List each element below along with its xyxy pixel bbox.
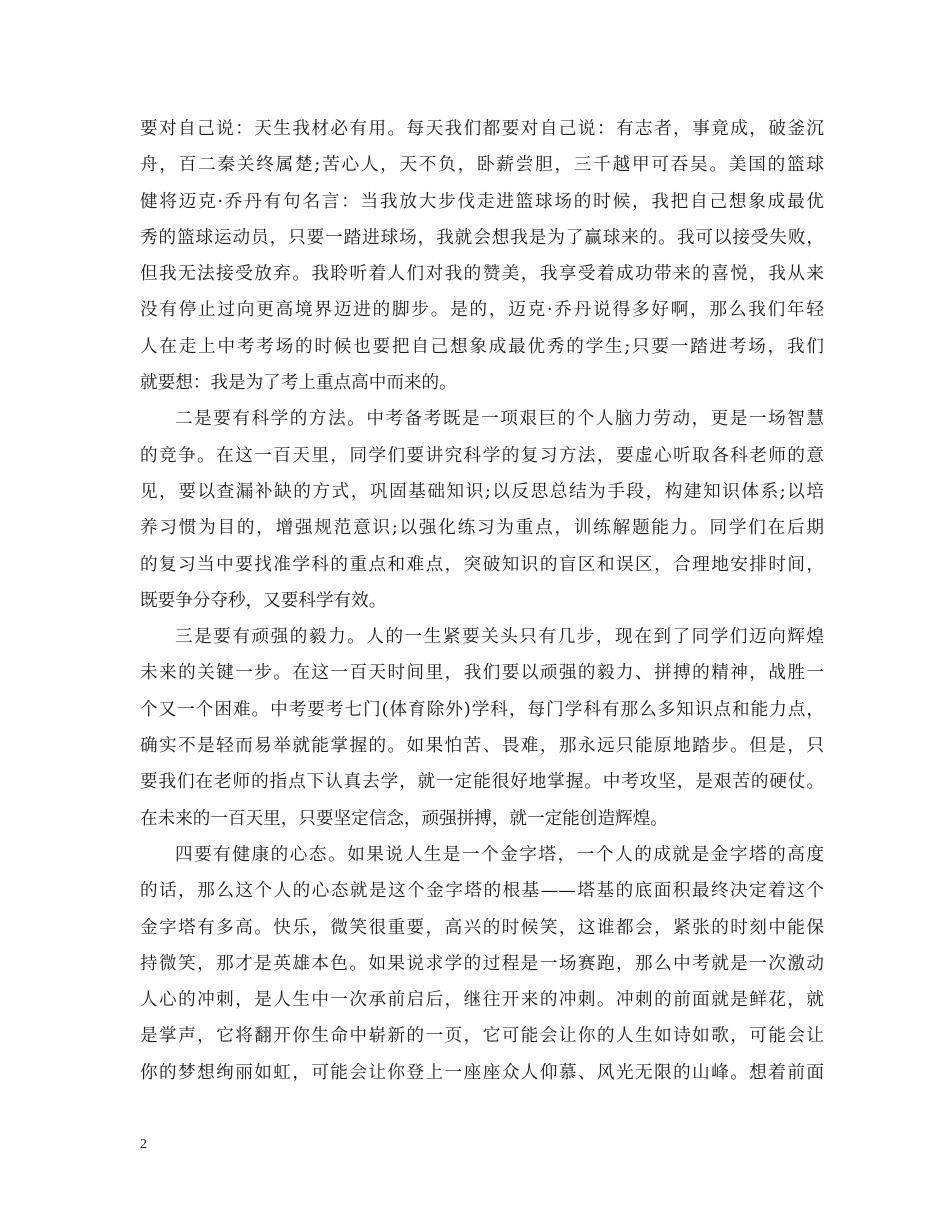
text-line: 没有停止过向更高境界迈进的脚步。是的，迈克·乔丹说得多好啊，那么我们年轻: [140, 300, 824, 321]
paragraph-scientific-method: [140, 401, 824, 619]
text-line: 人心的冲刺，是人生中一次承前启后，继往开来的冲刺。冲刺的前面就是鲜花，就: [140, 990, 824, 1011]
page-number: 2: [140, 1137, 147, 1152]
text-line: 养习惯为目的，增强规范意识;以强化练习为重点，训练解题能力。同学们在后期: [140, 518, 824, 539]
text-line: 未来的关键一步。在这一百天时间里，我们要以顽强的毅力、拼搏的精神，战胜一: [140, 663, 824, 684]
text-line: 健将迈克·乔丹有句名言：当我放大步伐走进篮球场的时候，我把自己想象成最优: [140, 191, 824, 212]
text-line: 的话，那么这个人的心态就是这个金字塔的根基——塔基的底面积最终决定着这个: [140, 881, 824, 902]
text-line: 三是要有顽强的毅力。人的一生紧要关头只有几步，现在到了同学们迈向辉煌: [175, 627, 824, 648]
text-line: 的复习当中要找准学科的重点和难点，突破知识的盲区和误区，合理地安排时间，: [140, 554, 824, 575]
body-text: [140, 111, 824, 1091]
text-line: 四要有健康的心态。如果说人生是一个金字塔，一个人的成就是金字塔的高度: [175, 844, 824, 865]
text-line: 人在走上中考考场的时候也要把自己想象成最优秀的学生;只要一踏进考场，我们: [140, 336, 824, 357]
text-line: 持微笑，那才是英雄本色。如果说求学的过程是一场赛跑，那么中考就是一次激动: [140, 953, 824, 974]
text-line: 舟，百二秦关终属楚;苦心人，天不负，卧薪尝胆，三千越甲可吞吴。美国的篮球: [140, 155, 824, 176]
text-line: 秀的篮球运动员，只要一踏进球场，我就会想我是为了赢球来的。我可以接受失败，: [140, 227, 824, 248]
text-line: 要我们在老师的指点下认真去学，就一定能很好地掌握。中考攻坚，是艰苦的硬仗。: [140, 772, 824, 793]
text-line: 既要争分夺秒，又要科学有效。: [140, 590, 387, 611]
text-line: 要对自己说：天生我材必有用。每天我们都要对自己说：有志者，事竟成，破釜沉: [140, 119, 824, 139]
text-line: 就要想：我是为了考上重点高中而来的。: [140, 373, 457, 394]
text-line: 在未来的一百天里，只要坚定信念，顽强拼搏，就一定能创造辉煌。: [140, 808, 668, 829]
paragraph-continuation: [140, 111, 824, 401]
text-line: 二是要有科学的方法。中考备考既是一项艰巨的个人脑力劳动，更是一场智慧: [175, 409, 824, 430]
text-line: 但我无法接受放弃。我聆听着人们对我的赞美，我享受着成功带来的喜悦，我从来: [140, 264, 824, 285]
text-line: 你的梦想绚丽如虹，可能会让你登上一座座众人仰慕、风光无限的山峰。想着前面: [140, 1062, 824, 1083]
text-line: 确实不是轻而易举就能掌握的。如果怕苦、畏难，那永远只能原地踏步。但是，只: [140, 736, 824, 757]
paragraph-perseverance: [140, 619, 824, 837]
paragraph-healthy-mindset: [140, 837, 824, 1091]
text-line: 的竞争。在这一百天里，同学们要讲究科学的复习方法，要虚心听取各科老师的意: [140, 445, 824, 466]
text-line: 个又一个困难。中考要考七门(体育除外)学科，每门学科有那么多知识点和能力点，: [140, 699, 824, 720]
text-line: 金字塔有多高。快乐，微笑很重要，高兴的时候笑，这谁都会，紧张的时刻中能保: [140, 917, 824, 938]
text-line: 是掌声，它将翻开你生命中崭新的一页，它可能会让你的人生如诗如歌，可能会让: [140, 1026, 824, 1047]
text-line: 见，要以查漏补缺的方式，巩固基础知识;以反思总结为手段，构建知识体系;以培: [140, 481, 824, 502]
